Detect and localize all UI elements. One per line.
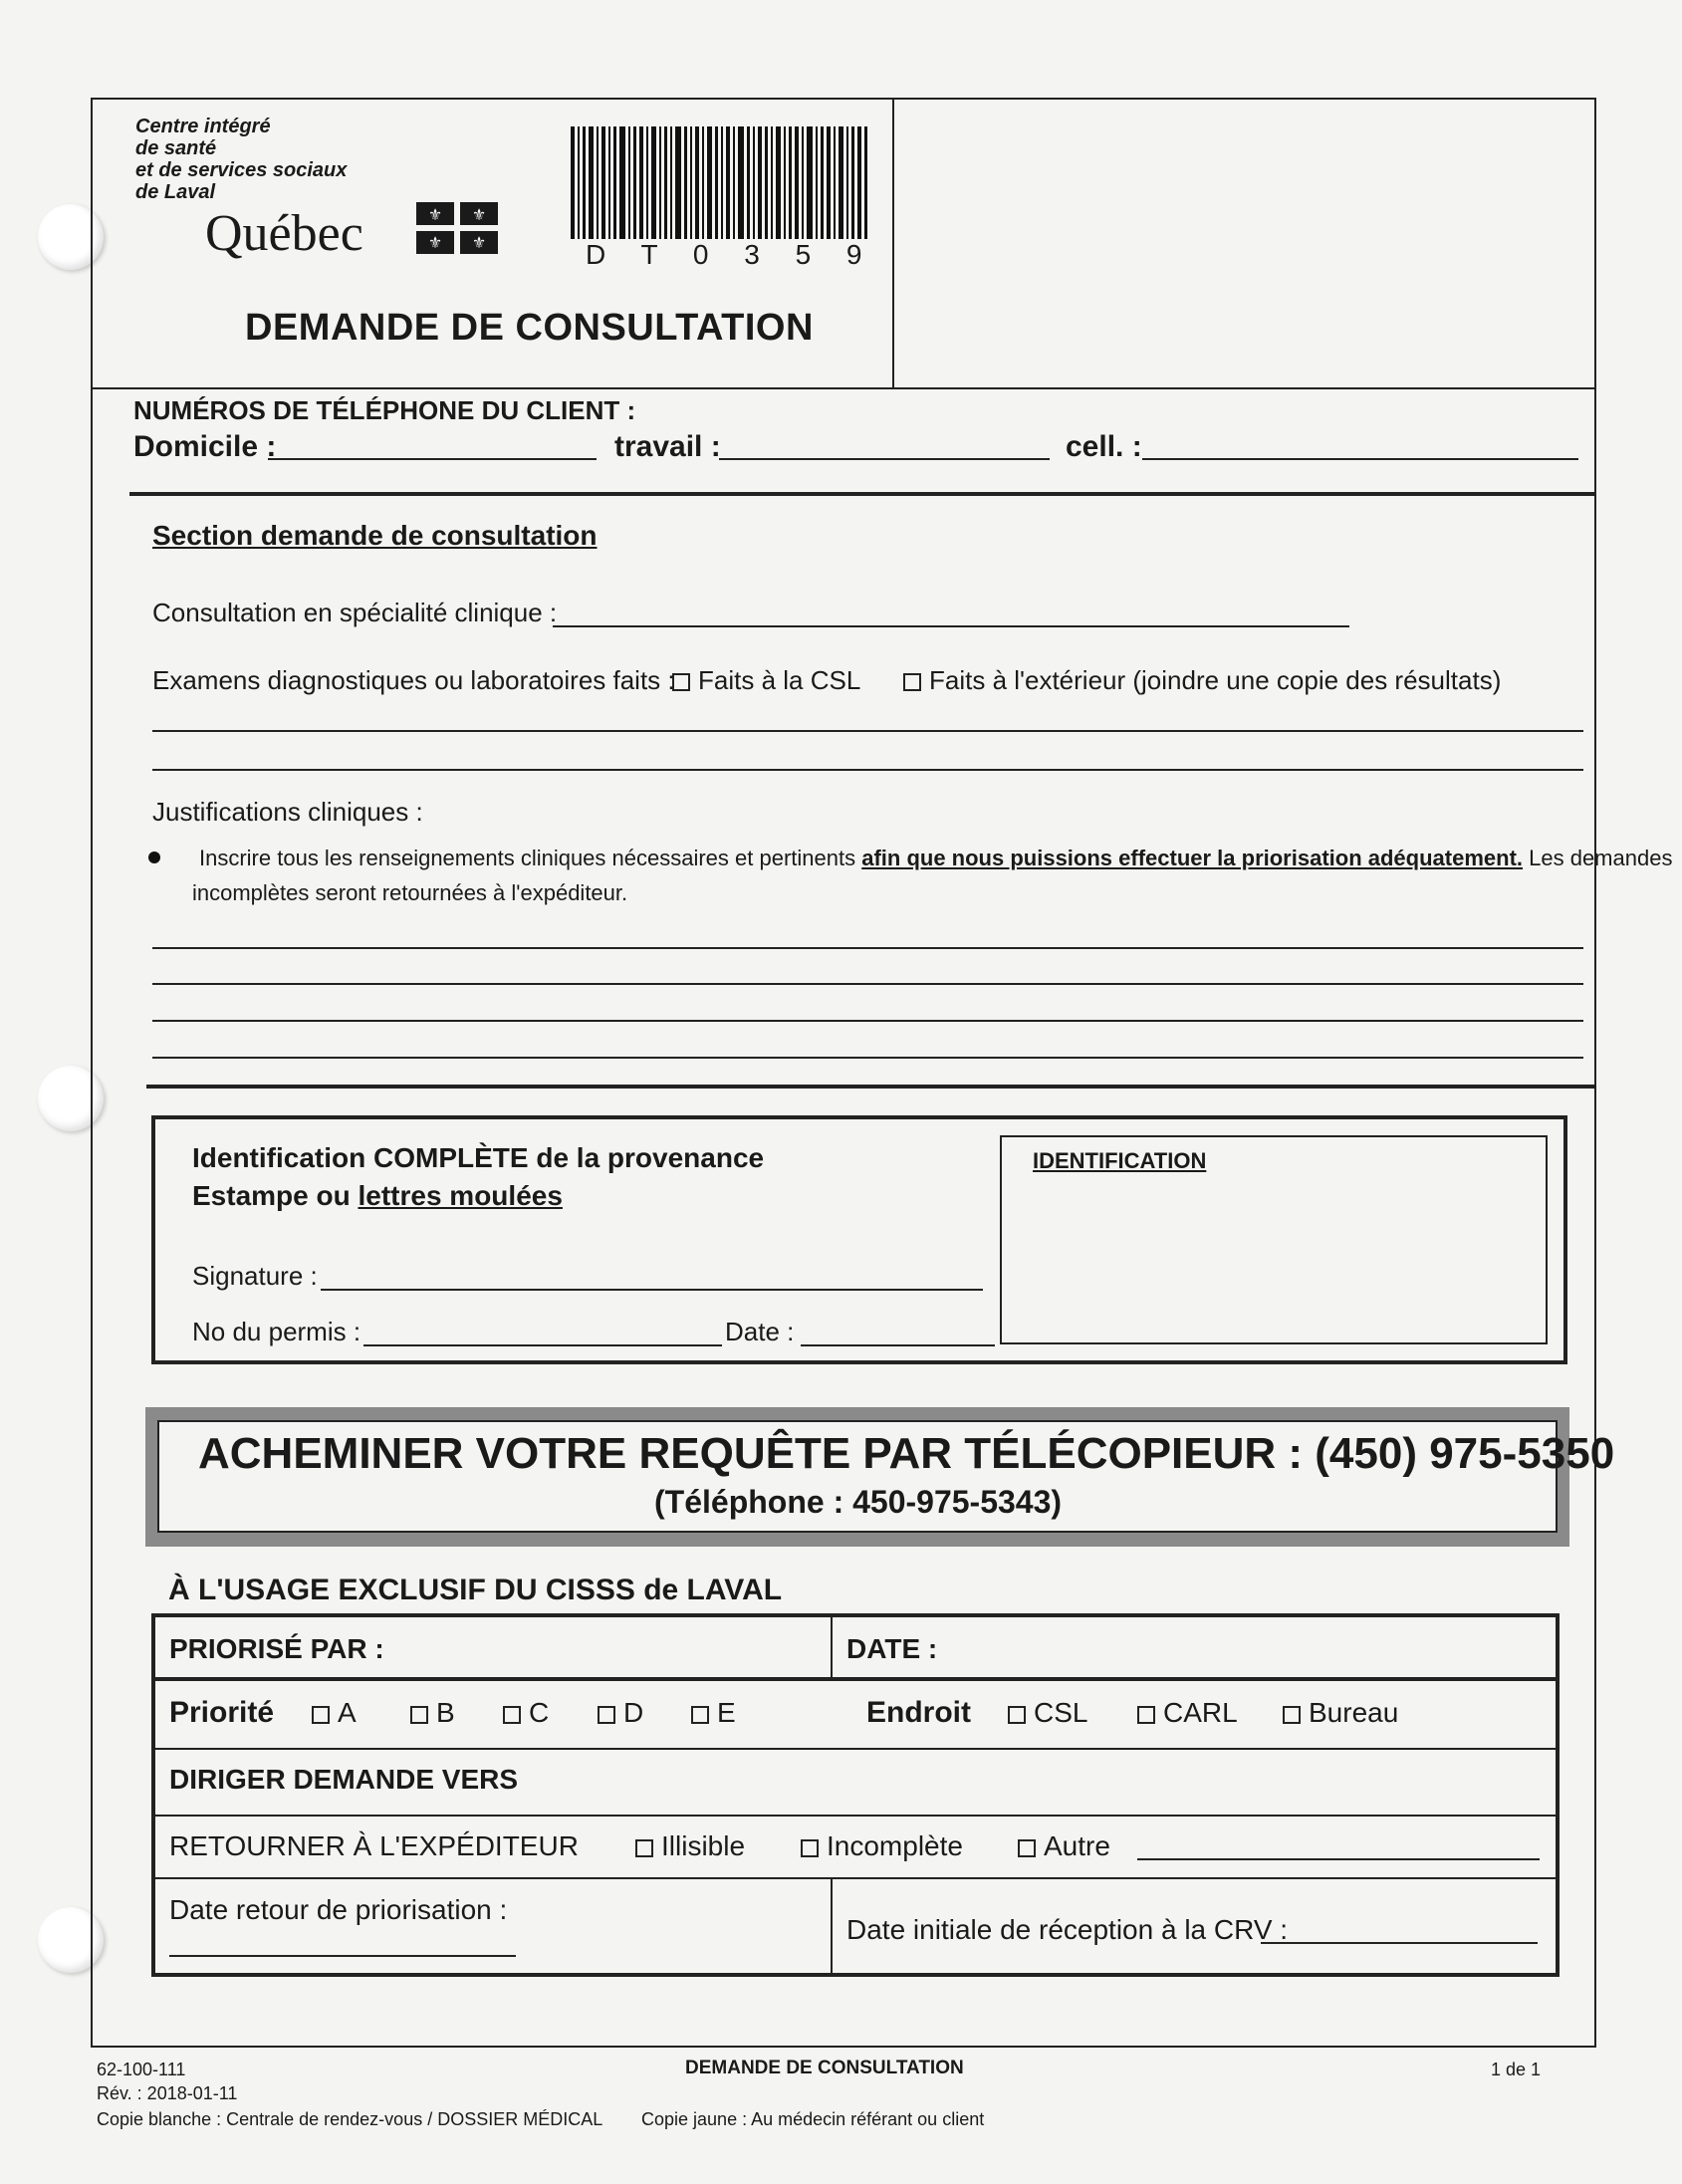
footer-copy-white: Copie blanche : Centrale de rendez-vous / DOSSIER MÉDICAL [97, 2109, 603, 2129]
provenance-date-field[interactable] [801, 1344, 995, 1346]
barcode-text: D T 0 3 5 9 [586, 239, 876, 270]
justification-line-1[interactable] [152, 947, 1583, 949]
location-label: Endroit [866, 1696, 971, 1729]
justification-note-line1 [199, 846, 1672, 871]
checkbox[interactable] [312, 1706, 330, 1724]
provenance-title-line2 [192, 1180, 563, 1212]
prioritized-by-label: PRIORISÉ PAR : [169, 1633, 384, 1664]
checkbox[interactable] [1018, 1839, 1036, 1857]
svg-text:⚜: ⚜ [427, 233, 443, 252]
bullet-icon [148, 851, 160, 863]
checkbox[interactable] [635, 1839, 653, 1857]
home-phone-field[interactable] [268, 458, 597, 460]
identification-label: IDENTIFICATION [1033, 1148, 1207, 1173]
priority-label: Priorité [169, 1696, 275, 1729]
signature-label: Signature : [192, 1261, 318, 1291]
form-title: DEMANDE DE CONSULTATION [245, 307, 814, 349]
svg-text:⚜: ⚜ [471, 233, 487, 252]
internal-col-divider [831, 1617, 833, 1677]
footer-title: DEMANDE DE CONSULTATION [685, 2058, 964, 2078]
footer-revision: Rév. : 2018-01-11 [97, 2083, 238, 2103]
return-date-field[interactable] [169, 1955, 516, 1957]
justification-line-2[interactable] [152, 983, 1583, 985]
cell-phone-label: cell. : [1066, 430, 1142, 463]
exams-label: Examens diagnostiques ou laboratoires faits : [152, 665, 675, 695]
crv-date-field[interactable] [1261, 1942, 1538, 1944]
crv-date-label: Date initiale de réception à la CRV : [846, 1914, 1289, 1945]
return-incomplete-option[interactable] [801, 1830, 963, 1862]
return-other-option[interactable] [1018, 1830, 1110, 1862]
priority-c-option[interactable] [503, 1697, 549, 1729]
return-illegible-option[interactable] [635, 1830, 745, 1862]
consultation-bottom-rule [146, 1085, 1596, 1089]
svg-text:⚜: ⚜ [471, 205, 487, 224]
specialty-label: Consultation en spécialité clinique : [152, 598, 558, 627]
checkbox[interactable] [410, 1706, 428, 1724]
exams-line-2[interactable] [152, 769, 1583, 771]
checkbox[interactable] [672, 673, 690, 691]
return-incomplete-label: Incomplète [827, 1830, 963, 1861]
location-csl-label: CSL [1034, 1697, 1088, 1728]
priority-e-option[interactable] [691, 1697, 736, 1729]
checkbox[interactable] [1137, 1706, 1155, 1724]
direct-to-label: DIRIGER DEMANDE VERS [169, 1764, 519, 1795]
internal-col-divider [831, 1879, 833, 1973]
quebec-flag-icon [416, 202, 498, 254]
org-line-2: de santé [135, 137, 217, 159]
location-csl-option[interactable] [1008, 1697, 1087, 1729]
return-other-field[interactable] [1137, 1858, 1540, 1860]
provenance-title-prefix: Estampe ou [192, 1180, 359, 1211]
exams-csl-option[interactable] [672, 665, 860, 696]
location-bureau-option[interactable] [1283, 1697, 1398, 1729]
note-text-emphasis: afin que nous puissions effectuer la priorisation adéquatement. [861, 846, 1524, 870]
provenance-title-underlined: lettres moulées [358, 1180, 563, 1211]
footer-page-number: 1 de 1 [1491, 2060, 1542, 2079]
internal-date-label: DATE : [846, 1633, 938, 1664]
location-bureau-label: Bureau [1309, 1697, 1399, 1728]
priority-b-option[interactable] [410, 1697, 455, 1729]
internal-row-divider [155, 1748, 1556, 1750]
exams-csl-label: Faits à la CSL [698, 665, 861, 695]
fax-main-text: ACHEMINER VOTRE REQUÊTE PAR TÉLÉCOPIEUR : (450) 975-5350 [198, 1429, 1615, 1478]
checkbox[interactable] [903, 673, 921, 691]
cell-phone-field[interactable] [1142, 458, 1578, 460]
justification-line-3[interactable] [152, 1020, 1583, 1022]
header-bottom-rule [91, 387, 1596, 389]
org-line-1: Centre intégré [135, 116, 271, 137]
justifications-label: Justifications cliniques : [152, 797, 423, 827]
location-carl-option[interactable] [1137, 1697, 1238, 1729]
org-line-3: et de services sociaux [135, 159, 348, 181]
checkbox[interactable] [1283, 1706, 1301, 1724]
priority-d-label: D [623, 1697, 644, 1728]
quebec-logo-text: Québec [205, 205, 363, 262]
return-date-label: Date retour de priorisation : [169, 1894, 508, 1925]
priority-d-option[interactable] [598, 1697, 643, 1729]
checkbox[interactable] [801, 1839, 819, 1857]
work-phone-field[interactable] [719, 458, 1050, 460]
checkbox[interactable] [1008, 1706, 1026, 1724]
internal-row-divider [155, 1677, 1556, 1681]
note-text-after: Les demandes [1523, 846, 1673, 870]
footer-form-code: 62-100-111 [97, 2060, 186, 2079]
exams-ext-option[interactable] [903, 665, 1501, 696]
permit-field[interactable] [363, 1344, 722, 1346]
barcode [571, 126, 867, 239]
exams-ext-label: Faits à l'extérieur (joindre une copie des résultats) [929, 665, 1502, 695]
header-vertical-divider [892, 98, 894, 388]
provenance-date-label: Date : [725, 1317, 795, 1346]
svg-text:⚜: ⚜ [427, 205, 443, 224]
provenance-title-line1: Identification COMPLÈTE de la provenance [192, 1142, 765, 1173]
fax-phone-text: (Téléphone : 450-975-5343) [654, 1484, 1063, 1520]
justification-note-line2: incomplètes seront retournées à l'expéditeur. [192, 880, 628, 905]
priority-c-label: C [529, 1697, 550, 1728]
return-label: RETOURNER À L'EXPÉDITEUR [169, 1830, 579, 1861]
priority-e-label: E [717, 1697, 736, 1728]
return-illegible-label: Illisible [661, 1830, 746, 1861]
checkbox[interactable] [598, 1706, 615, 1724]
signature-field[interactable] [321, 1289, 983, 1291]
justification-line-4[interactable] [152, 1057, 1583, 1059]
exams-line-1[interactable] [152, 730, 1583, 732]
priority-a-option[interactable] [312, 1697, 357, 1729]
footer-copy-yellow: Copie jaune : Au médecin référant ou client [641, 2109, 985, 2129]
priority-b-label: B [436, 1697, 455, 1728]
internal-row-divider [155, 1815, 1556, 1817]
consultation-section-title: Section demande de consultation [152, 520, 598, 551]
checkbox[interactable] [691, 1706, 709, 1724]
return-other-label: Autre [1044, 1830, 1110, 1861]
internal-row-divider [155, 1877, 1556, 1879]
checkbox[interactable] [503, 1706, 521, 1724]
phones-bottom-rule [129, 492, 1596, 496]
location-carl-label: CARL [1163, 1697, 1238, 1728]
phones-heading: NUMÉROS DE TÉLÉPHONE DU CLIENT : [133, 395, 636, 425]
home-phone-label: Domicile : [133, 430, 277, 463]
priority-a-label: A [338, 1697, 357, 1728]
note-text-before: Inscrire tous les renseignements cliniques nécessaires et pertinents [199, 846, 862, 870]
permit-label: No du permis : [192, 1317, 361, 1346]
internal-heading: À L'USAGE EXCLUSIF DU CISSS de LAVAL [168, 1574, 783, 1606]
specialty-field[interactable] [553, 625, 1349, 627]
work-phone-label: travail : [614, 430, 721, 463]
org-line-4: de Laval [135, 181, 216, 203]
